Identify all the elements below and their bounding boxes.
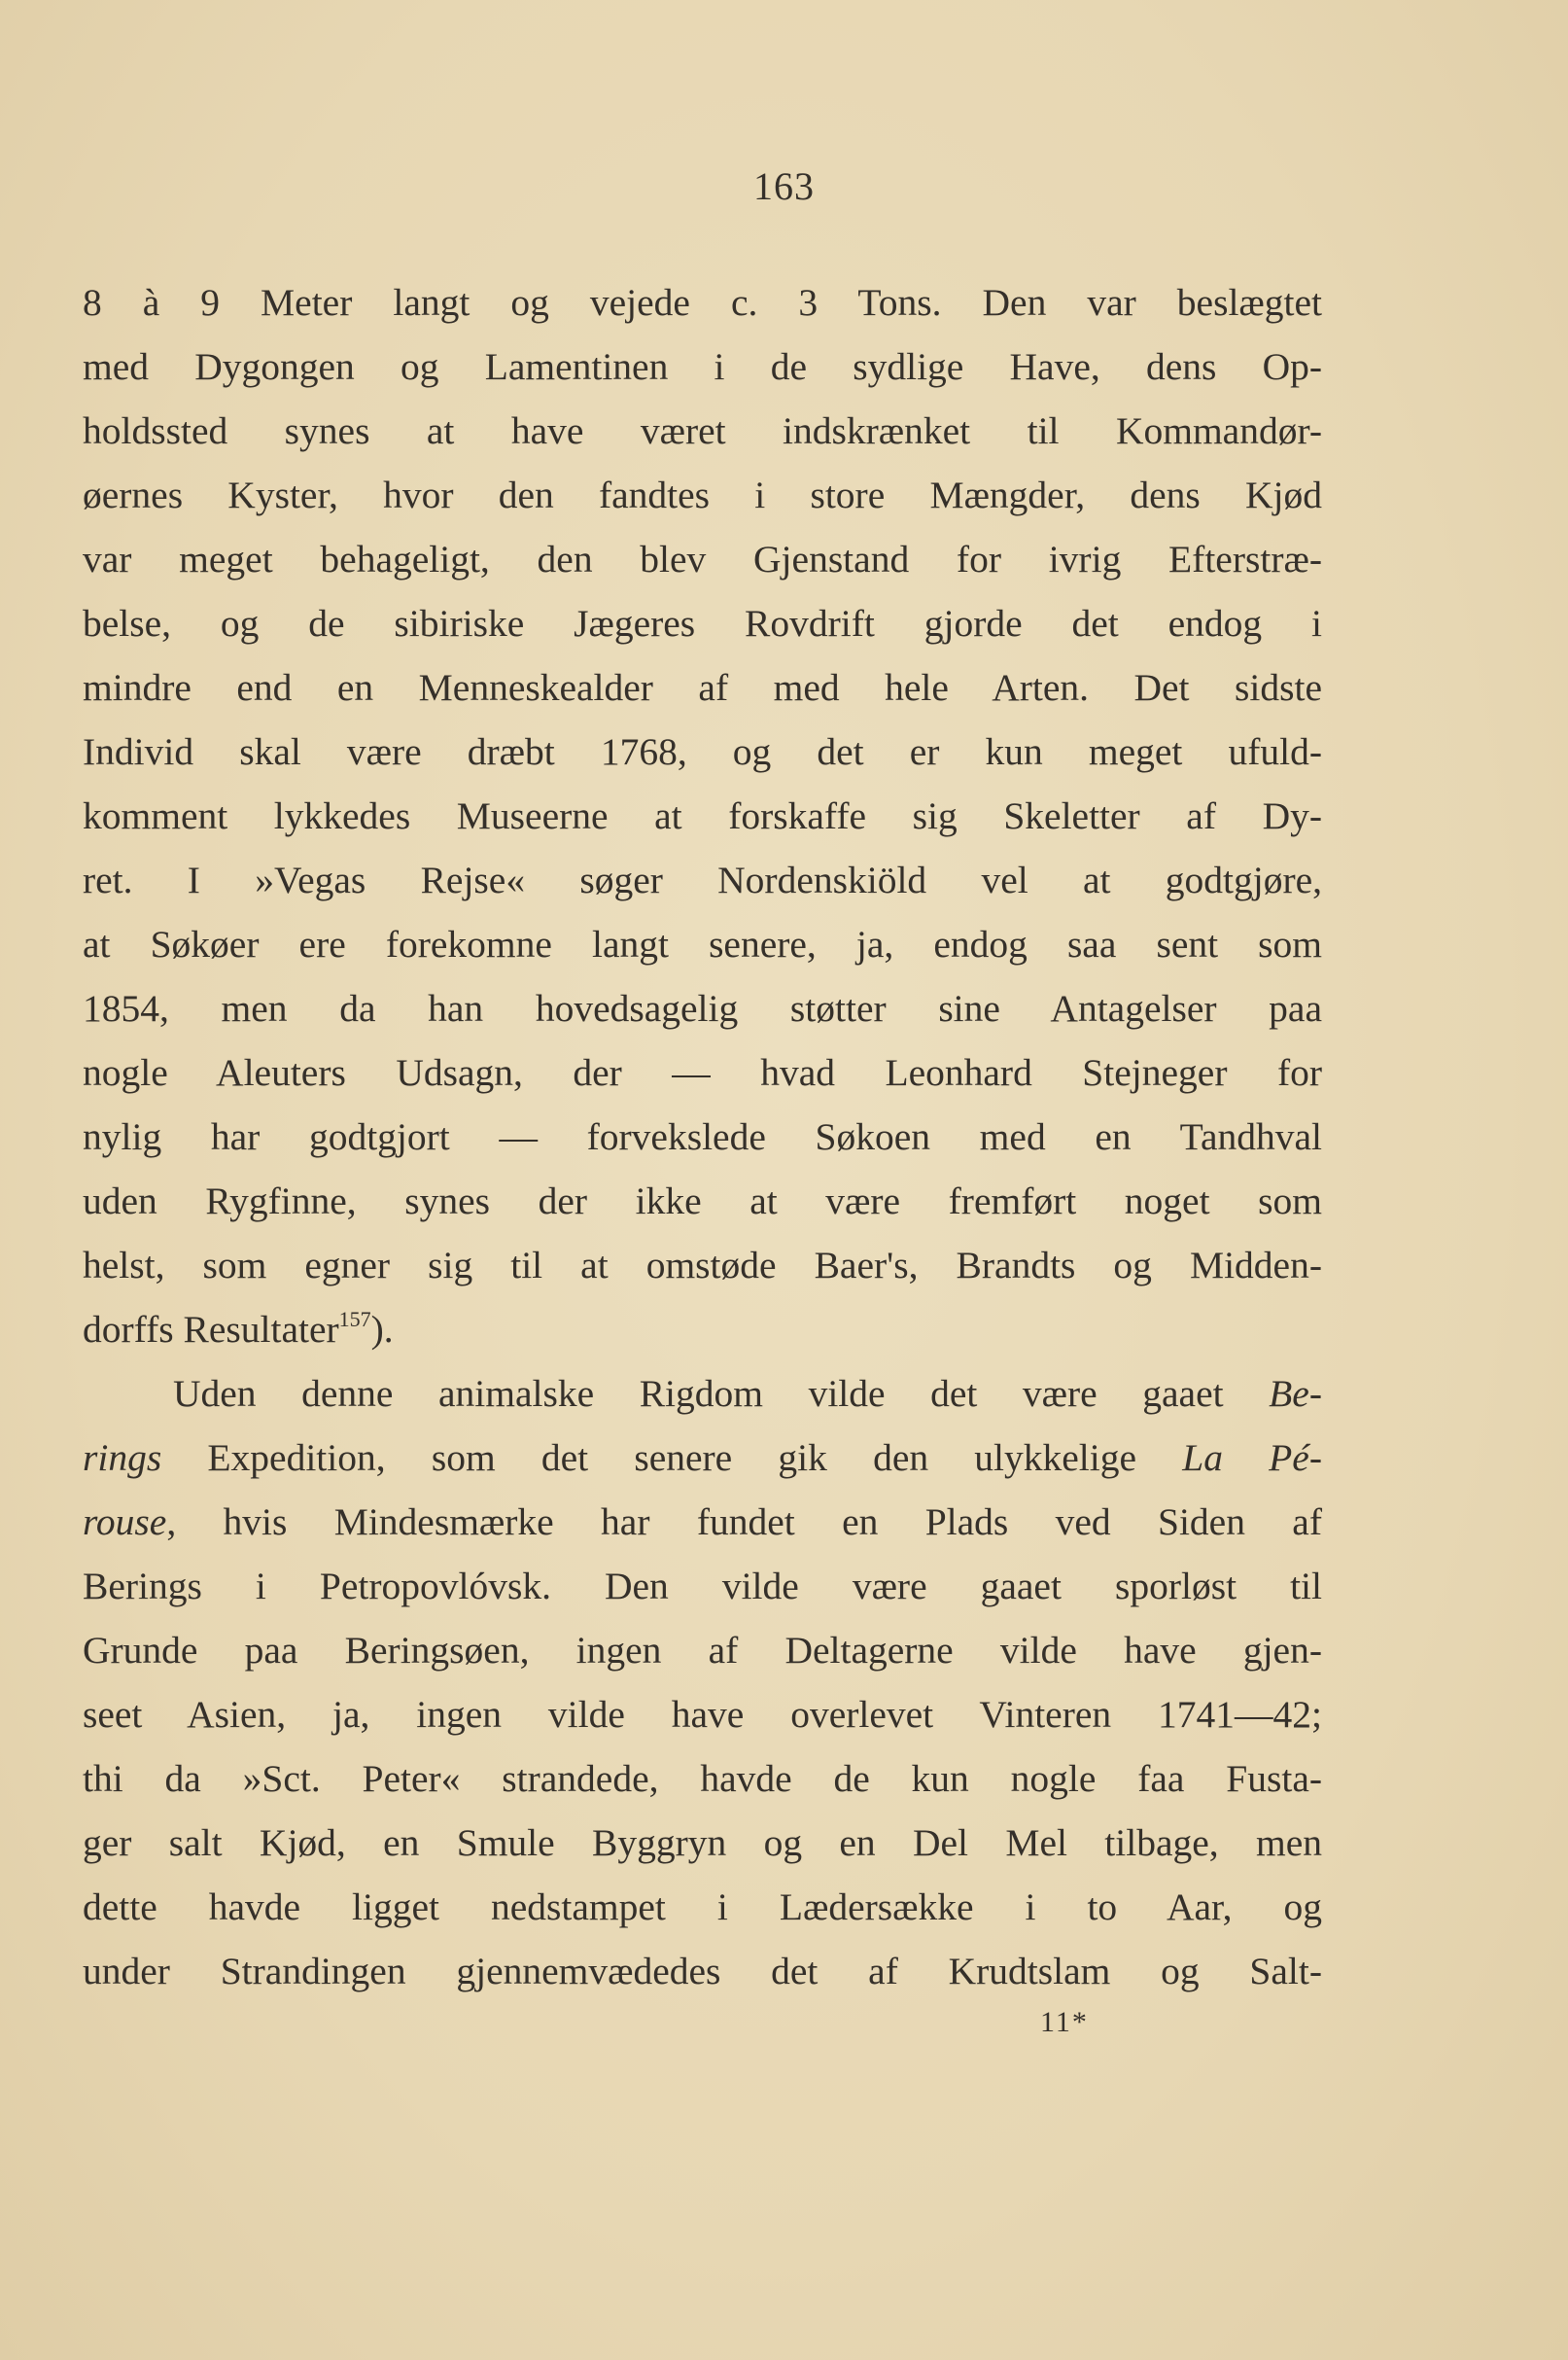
line-text: , hvis Mindesmærke har fundet en Plads ved Siden af [166,1500,1322,1543]
line-text: ). [370,1308,394,1351]
text-line [83,976,1322,1040]
text-line [83,527,1322,591]
line-text: belse, og de sibiriske Jægeres Rovdrift gjorde det endog i [83,602,1322,645]
line-text: Expedition, som det senere gik den ulykkelige [161,1436,1183,1479]
footnote-marker: 157 [338,1307,371,1331]
text-line [83,848,1322,912]
line-text: ret. I »Vegas Rejse« søger Nordenskiöld vel at godtgjøre, [83,859,1322,901]
line-text: at Søkøer ere forekomne langt senere, ja, endog saa sent som [83,923,1322,966]
text-line [83,1811,1322,1875]
page-number: 163 [753,164,815,208]
line-text: Berings i Petropovlóvsk. Den vilde være gaaet sporløst til [83,1565,1322,1607]
italic-name: rouse [83,1500,167,1543]
line-text: holdssted synes at have været indskrænket til Kommandør- [83,409,1322,452]
text-line [83,1105,1322,1169]
text-line [83,1233,1322,1297]
text-line [83,1746,1322,1811]
text-line [83,1554,1322,1618]
body-text [83,270,1322,2003]
line-text: 1854, men da han hovedsagelig støtter sine Antagelser paa [83,987,1322,1030]
line-text: ger salt Kjød, en Smule Byggryn og en Del Mel tilbage, men [83,1821,1322,1864]
text-line [83,270,1322,335]
text-line [83,655,1322,720]
paragraph-start-line [83,1361,1322,1426]
line-text: Individ skal være dræbt 1768, og det er kun meget ufuld- [83,730,1322,773]
line-text: Grunde paa Beringsøen, ingen af Deltagerne vilde have gjen- [83,1629,1322,1672]
text-line [83,1682,1322,1746]
line-text: dorffs Resultater [83,1308,339,1351]
line-text: seet Asien, ja, ingen vilde have overlevet Vinteren 1741—42; [83,1693,1322,1736]
line-text: nogle Aleuters Udsagn, der — hvad Leonhard Stejneger for [83,1051,1322,1094]
text-line [83,1618,1322,1682]
text-line [83,1169,1322,1233]
line-text: under Strandingen gjennemvædedes det af Krudtslam og Salt- [83,1950,1322,1992]
italic-name: Be- [1269,1372,1322,1415]
signature-mark: 11* [1040,2006,1089,2038]
text-line [83,720,1322,784]
line-text: mindre end en Menneskealder af med hele Arten. Det sidste [83,666,1322,709]
text-line [83,1939,1322,2003]
line-text: thi da »Sct. Peter« strandede, havde de kun nogle faa Fusta- [83,1757,1322,1800]
line-text: øernes Kyster, hvor den fandtes i store Mængder, dens Kjød [83,474,1322,516]
line-text: uden Rygfinne, synes der ikke at være fremført noget som [83,1180,1322,1222]
text-line [83,335,1322,399]
line-text: nylig har godtgjort — forvekslede Søkoen med en Tandhval [83,1115,1322,1158]
text-line [83,912,1322,976]
line-text: Uden denne animalske Rigdom vilde det være gaaet [173,1372,1270,1415]
line-text: komment lykkedes Museerne at forskaffe sig Skeletter af Dy- [83,794,1322,837]
text-line [83,399,1322,463]
text-line [83,463,1322,527]
line-text: med Dygongen og Lamentinen i de sydlige Have, dens Op- [83,345,1322,388]
text-line [83,1297,1322,1361]
italic-name: rings [83,1436,162,1479]
text-line [83,1040,1322,1105]
line-text: dette havde ligget nedstampet i Lædersække i to Aar, og [83,1885,1322,1928]
italic-name: La Pé- [1182,1436,1322,1479]
line-text: var meget behageligt, den blev Gjenstand for ivrig Efterstræ- [83,538,1322,581]
line-text: 8 à 9 Meter langt og vejede c. 3 Tons. Den var beslægtet [83,281,1322,324]
text-line [83,784,1322,848]
text-line [83,1490,1322,1554]
line-text: helst, som egner sig til at omstøde Baer's, Brandts og Midden- [83,1244,1322,1286]
text-line [83,1426,1322,1490]
text-line [83,1875,1322,1939]
text-line [83,591,1322,655]
